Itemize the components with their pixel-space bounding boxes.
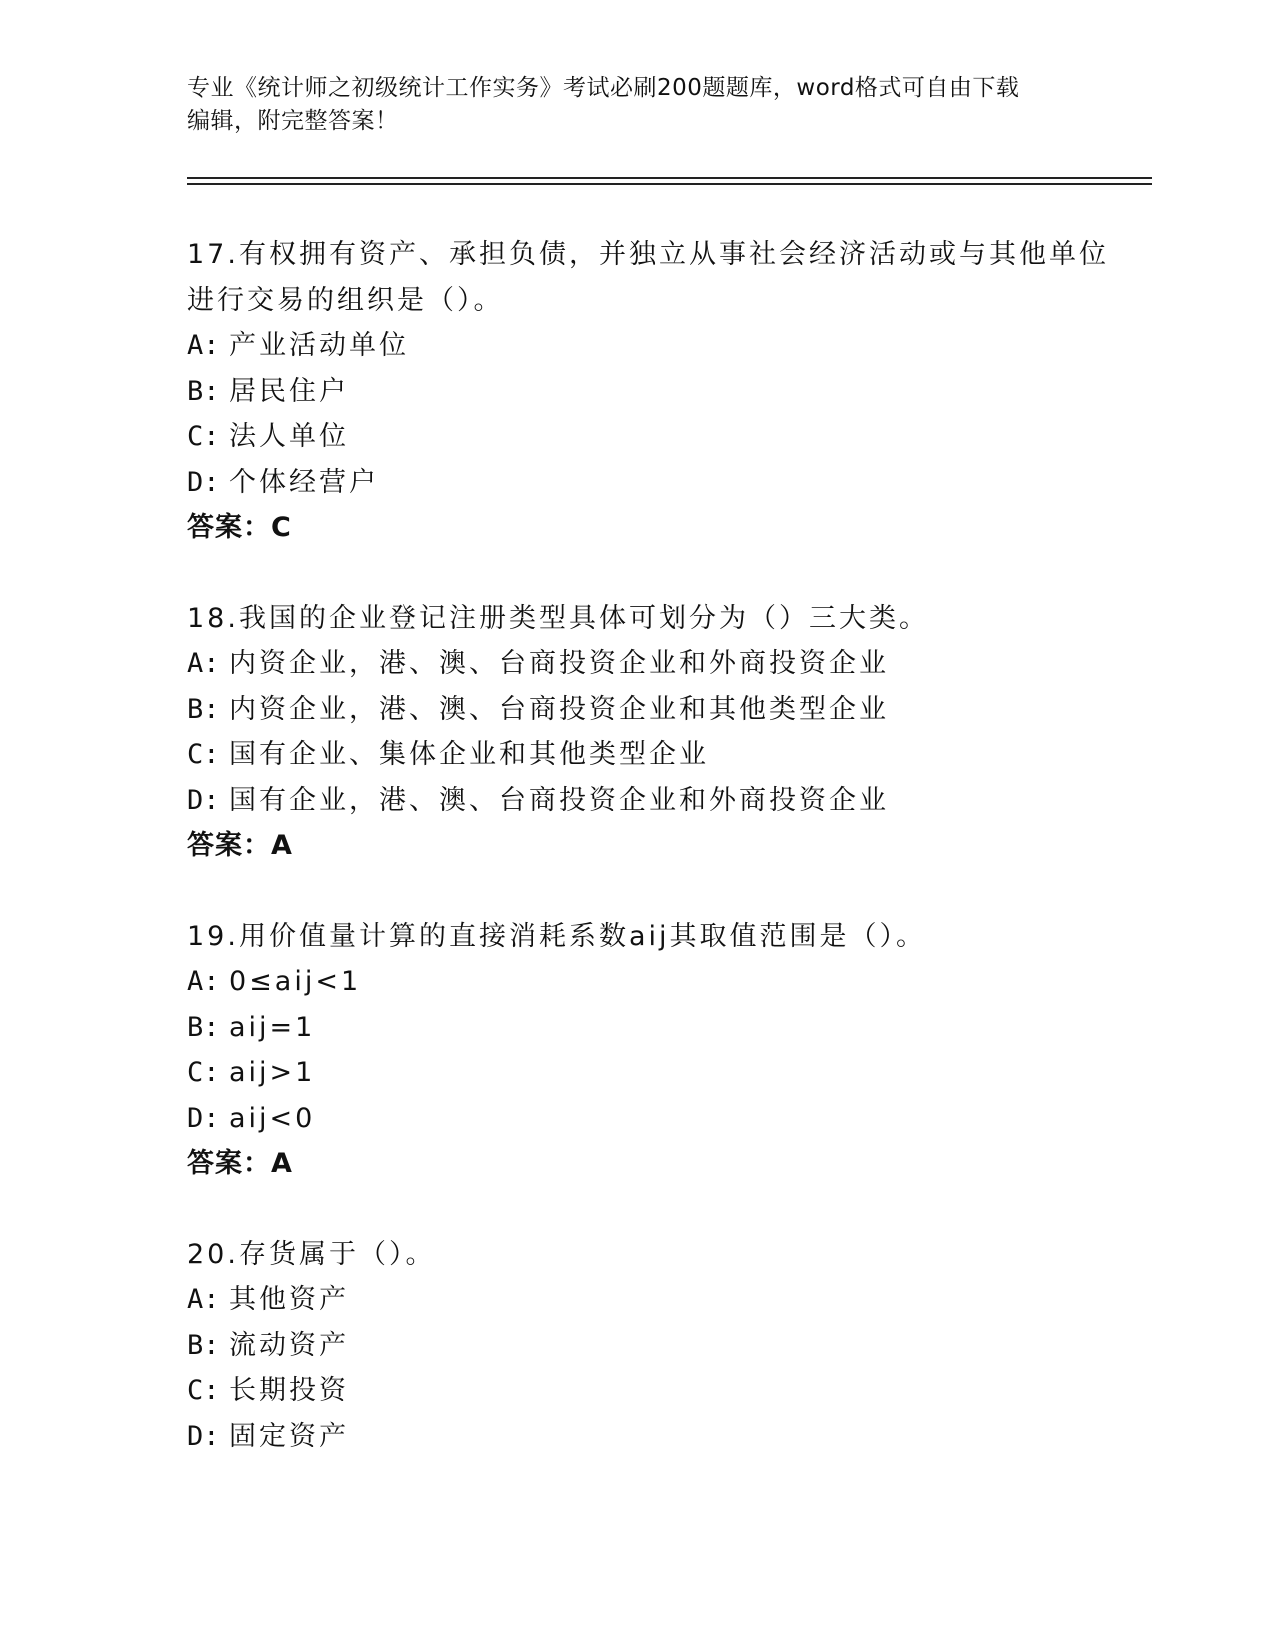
option-text: 国有企业，港、澳、台商投资企业和外商投资企业 [229, 784, 889, 816]
option-text: 其他资产 [229, 1284, 349, 1315]
option-letter: D: [187, 1420, 220, 1452]
question-stem: 17.有权拥有资产、承担负债，并独立从事社会经济活动或与其他单位 [187, 239, 1109, 270]
answer-line: 答案：A [187, 1148, 293, 1179]
answer-line: 答案：C [187, 512, 292, 543]
option-b [187, 1005, 1087, 1051]
option-a [187, 323, 1087, 369]
question-19 [187, 914, 1087, 1187]
option-b [187, 1323, 1087, 1369]
option-c [187, 1050, 1087, 1096]
option-text: 固定资产 [229, 1420, 349, 1452]
question-17 [187, 232, 1109, 551]
option-letter: B: [187, 693, 220, 725]
option-a [187, 959, 1087, 1005]
question-stem: 20.存货属于（）。 [187, 1238, 436, 1270]
option-d [187, 1096, 1087, 1142]
option-c [187, 414, 1087, 460]
option-text: aij>1 [229, 1057, 316, 1088]
question-list [187, 232, 1109, 1504]
answer-line: 答案：A [187, 830, 293, 861]
option-letter: C: [187, 421, 220, 452]
option-c [187, 1368, 1087, 1414]
question-20 [187, 1232, 1087, 1460]
header-title-line-2: 编辑，附完整答案！ [187, 108, 399, 134]
option-text: 内资企业，港、澳、台商投资企业和其他类型企业 [229, 693, 889, 725]
option-text: 流动资产 [229, 1329, 349, 1361]
option-d [187, 778, 1087, 824]
option-text: aij<0 [229, 1102, 316, 1134]
option-text: 居民住户 [229, 375, 349, 407]
option-letter: D: [187, 466, 220, 498]
question-stem-continued: 进行交易的组织是（）。 [187, 284, 504, 316]
option-text: 产业活动单位 [229, 330, 409, 361]
option-letter: C: [187, 1057, 220, 1088]
option-letter: D: [187, 784, 220, 816]
option-text: 法人单位 [229, 421, 349, 452]
question-18 [187, 596, 1087, 869]
document-header [187, 72, 1067, 138]
option-letter: C: [187, 739, 220, 770]
option-a [187, 1277, 1087, 1323]
option-b [187, 369, 1087, 415]
header-divider-top [187, 177, 1152, 179]
option-text: 个体经营户 [229, 466, 379, 498]
option-a [187, 641, 1087, 687]
option-letter: D: [187, 1102, 220, 1134]
option-c [187, 732, 1087, 778]
option-d [187, 460, 1087, 506]
option-letter: B: [187, 1011, 220, 1043]
option-text: 国有企业、集体企业和其他类型企业 [229, 739, 709, 770]
option-text: 长期投资 [229, 1375, 349, 1406]
option-text: 0≤aij<1 [229, 966, 362, 997]
question-stem: 19.用价值量计算的直接消耗系数aij其取值范围是（）。 [187, 920, 926, 952]
option-letter: B: [187, 1329, 220, 1361]
header-title-line-1: 专业《统计师之初级统计工作实务》考试必刷200题题库，word格式可自由下载 [187, 75, 1020, 101]
option-text: aij=1 [229, 1011, 316, 1043]
option-letter: A: [187, 966, 220, 997]
header-divider-bottom [187, 183, 1152, 185]
option-b [187, 687, 1087, 733]
option-letter: A: [187, 1284, 220, 1315]
option-d [187, 1414, 1087, 1460]
option-letter: A: [187, 330, 220, 361]
option-letter: C: [187, 1375, 220, 1406]
option-letter: A: [187, 648, 220, 679]
option-letter: B: [187, 375, 220, 407]
question-stem: 18.我国的企业登记注册类型具体可划分为（）三大类。 [187, 602, 929, 634]
option-text: 内资企业，港、澳、台商投资企业和外商投资企业 [229, 648, 889, 679]
